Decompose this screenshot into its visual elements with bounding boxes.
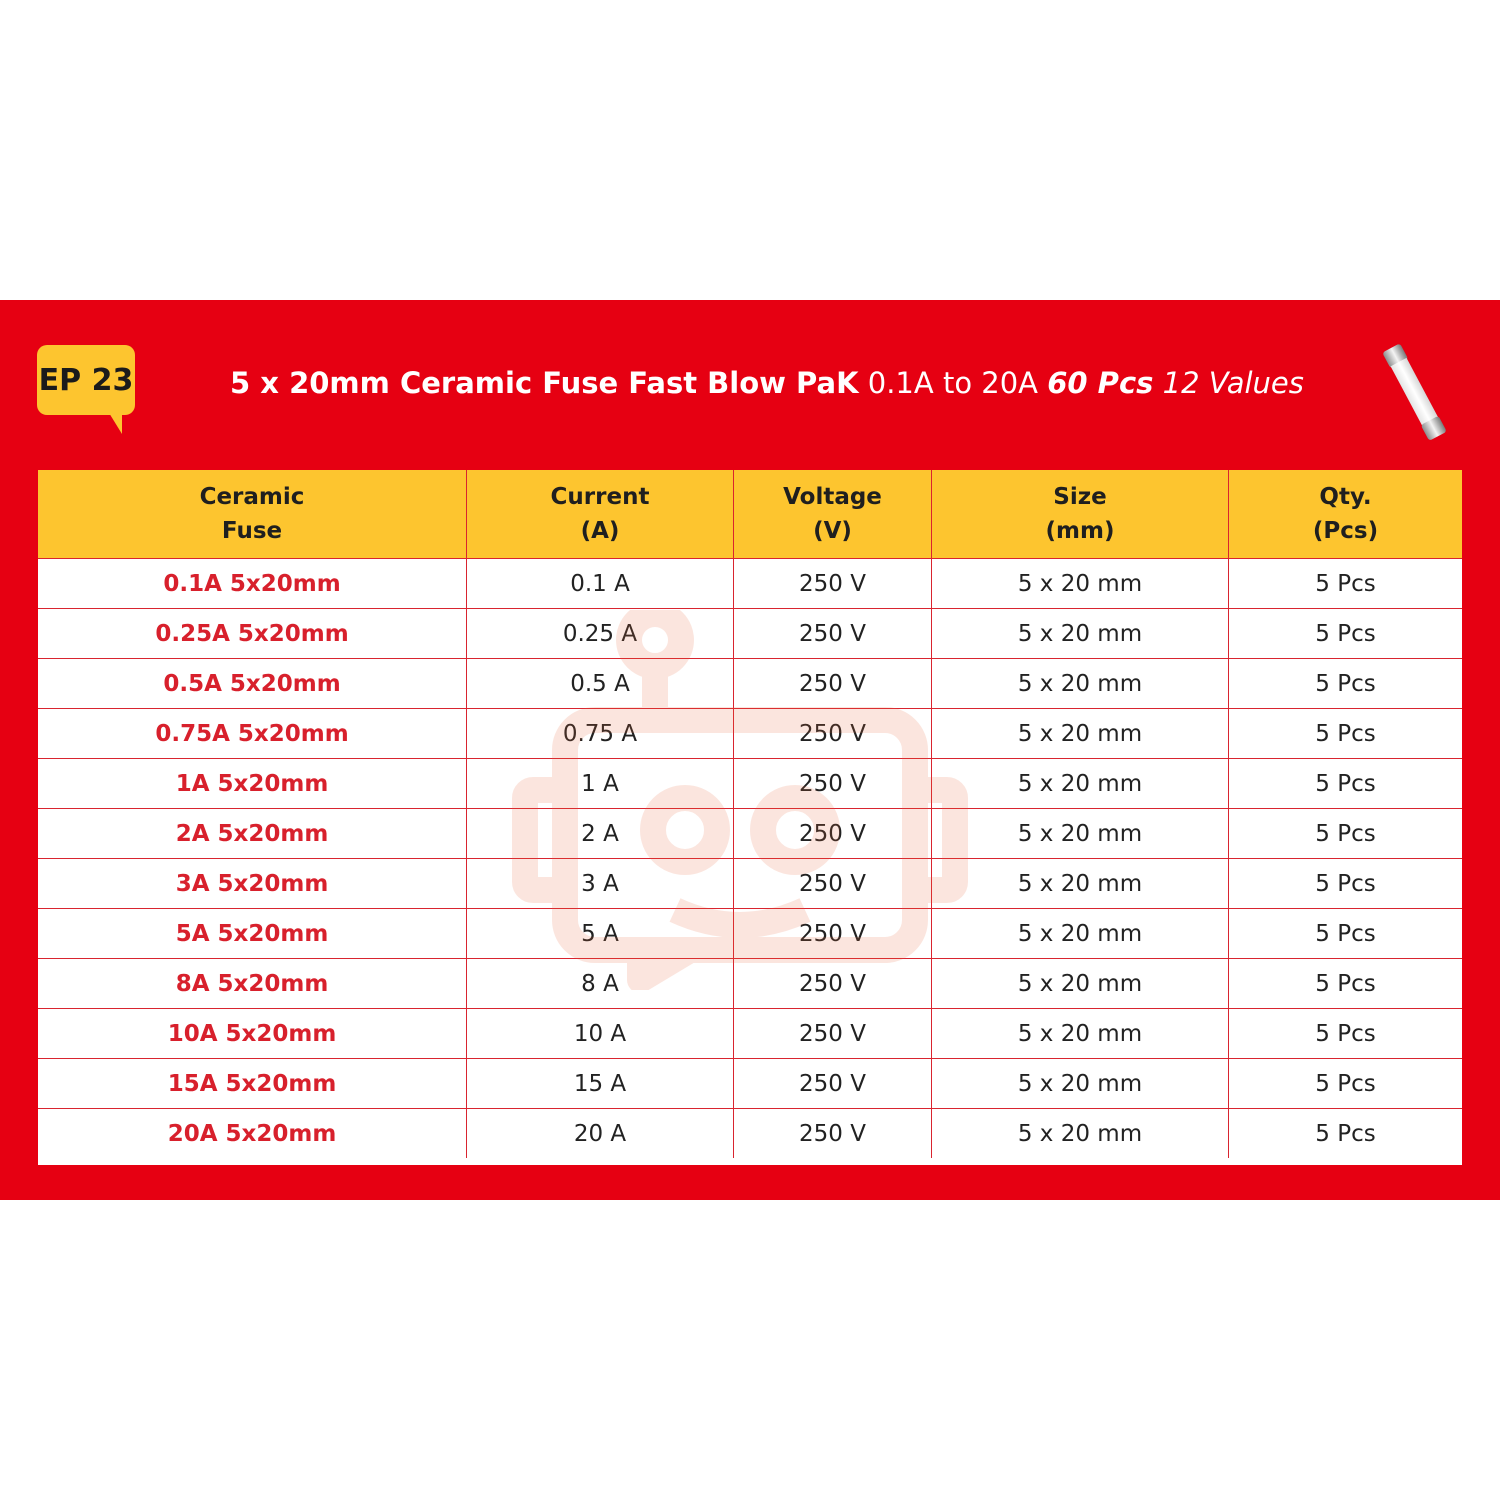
cell-qty: 5 Pcs: [1228, 1109, 1462, 1158]
cell-qty: 5 Pcs: [1228, 1009, 1462, 1058]
cell-voltage: 250 V: [733, 609, 931, 658]
cell-qty: 5 Pcs: [1228, 1059, 1462, 1108]
header-line: (A): [580, 518, 620, 544]
cell-voltage: 250 V: [733, 759, 931, 808]
cell-voltage: 250 V: [733, 859, 931, 908]
cell-voltage: 250 V: [733, 709, 931, 758]
cell-current: 2 A: [466, 809, 733, 858]
header-line: Current: [550, 484, 650, 510]
cell-size: 5 x 20 mm: [931, 809, 1228, 858]
cell-size: 5 x 20 mm: [931, 609, 1228, 658]
table-row: [38, 908, 1462, 958]
cell-qty: 5 Pcs: [1228, 659, 1462, 708]
table-row: [38, 808, 1462, 858]
table-row: [38, 658, 1462, 708]
cell-voltage: 250 V: [733, 1059, 931, 1108]
table-row: [38, 1008, 1462, 1058]
cell-fuse: 10A 5x20mm: [167, 1020, 337, 1047]
cell-size: 5 x 20 mm: [931, 759, 1228, 808]
cell-voltage: 250 V: [733, 1009, 931, 1058]
cell-current: 20 A: [466, 1109, 733, 1158]
header-line: Ceramic: [199, 484, 305, 510]
cell-fuse: 3A 5x20mm: [175, 870, 329, 897]
cell-fuse: 2A 5x20mm: [175, 820, 329, 847]
table-row: [38, 608, 1462, 658]
cell-current: 0.1 A: [466, 559, 733, 608]
fuse-icon: [1375, 338, 1455, 448]
title-count: 60 Pcs: [1047, 366, 1154, 400]
cell-fuse: 15A 5x20mm: [167, 1070, 337, 1097]
cell-size: 5 x 20 mm: [931, 959, 1228, 1008]
cell-size: 5 x 20 mm: [931, 909, 1228, 958]
cell-qty: 5 Pcs: [1228, 709, 1462, 758]
header-line: (mm): [1045, 518, 1115, 544]
header-voltage: [733, 470, 931, 558]
cell-qty: 5 Pcs: [1228, 759, 1462, 808]
cell-current: 0.75 A: [466, 709, 733, 758]
badge-speech-tail: [106, 408, 122, 434]
title-values: 12 Values: [1162, 366, 1304, 400]
cell-fuse: 0.25A 5x20mm: [155, 620, 349, 647]
cell-size: 5 x 20 mm: [931, 1009, 1228, 1058]
table-row: [38, 558, 1462, 608]
cell-current: 10 A: [466, 1009, 733, 1058]
cell-voltage: 250 V: [733, 959, 931, 1008]
cell-current: 5 A: [466, 909, 733, 958]
cell-voltage: 250 V: [733, 1109, 931, 1158]
cell-qty: 5 Pcs: [1228, 559, 1462, 608]
cell-size: 5 x 20 mm: [931, 1059, 1228, 1108]
table-row: [38, 858, 1462, 908]
table-row: [38, 758, 1462, 808]
page-title: [230, 358, 1350, 408]
title-range: 0.1A to 20A: [867, 366, 1039, 400]
cell-qty: 5 Pcs: [1228, 959, 1462, 1008]
header-line: Fuse: [221, 518, 283, 544]
red-banner-panel: [0, 300, 1500, 1200]
cell-fuse: 0.5A 5x20mm: [163, 670, 341, 697]
cell-current: 0.5 A: [466, 659, 733, 708]
header-line: (Pcs): [1312, 518, 1379, 544]
table-row: [38, 1058, 1462, 1108]
header-line: Size: [1053, 484, 1107, 510]
table-header-row: [38, 470, 1462, 558]
cell-voltage: 250 V: [733, 809, 931, 858]
table-row: [38, 958, 1462, 1008]
cell-current: 15 A: [466, 1059, 733, 1108]
cell-fuse: 0.75A 5x20mm: [155, 720, 349, 747]
cell-qty: 5 Pcs: [1228, 809, 1462, 858]
fuse-spec-table: [38, 470, 1462, 1165]
header-qty: [1228, 470, 1462, 558]
cell-qty: 5 Pcs: [1228, 909, 1462, 958]
cell-fuse: 8A 5x20mm: [175, 970, 329, 997]
title-product: 5 x 20mm Ceramic Fuse Fast Blow PaK: [230, 366, 859, 400]
cell-qty: 5 Pcs: [1228, 859, 1462, 908]
header-size: [931, 470, 1228, 558]
header-line: (V): [813, 518, 852, 544]
header-ceramic-fuse: [38, 470, 466, 558]
cell-fuse: 1A 5x20mm: [175, 770, 329, 797]
cell-qty: 5 Pcs: [1228, 609, 1462, 658]
cell-size: 5 x 20 mm: [931, 559, 1228, 608]
episode-badge: [37, 345, 135, 415]
cell-fuse: 0.1A 5x20mm: [163, 570, 341, 597]
cell-current: 1 A: [466, 759, 733, 808]
cell-voltage: 250 V: [733, 559, 931, 608]
cell-size: 5 x 20 mm: [931, 859, 1228, 908]
header-line: Qty.: [1319, 484, 1372, 510]
cell-size: 5 x 20 mm: [931, 659, 1228, 708]
cell-voltage: 250 V: [733, 659, 931, 708]
cell-fuse: 5A 5x20mm: [175, 920, 329, 947]
cell-current: 8 A: [466, 959, 733, 1008]
header-line: Voltage: [783, 484, 882, 510]
header-current: [466, 470, 733, 558]
cell-fuse: 20A 5x20mm: [167, 1120, 337, 1147]
episode-badge-label: EP 23: [38, 362, 134, 398]
table-row: [38, 1108, 1462, 1158]
cell-size: 5 x 20 mm: [931, 1109, 1228, 1158]
cell-current: 3 A: [466, 859, 733, 908]
cell-size: 5 x 20 mm: [931, 709, 1228, 758]
table-row: [38, 708, 1462, 758]
cell-voltage: 250 V: [733, 909, 931, 958]
cell-current: 0.25 A: [466, 609, 733, 658]
